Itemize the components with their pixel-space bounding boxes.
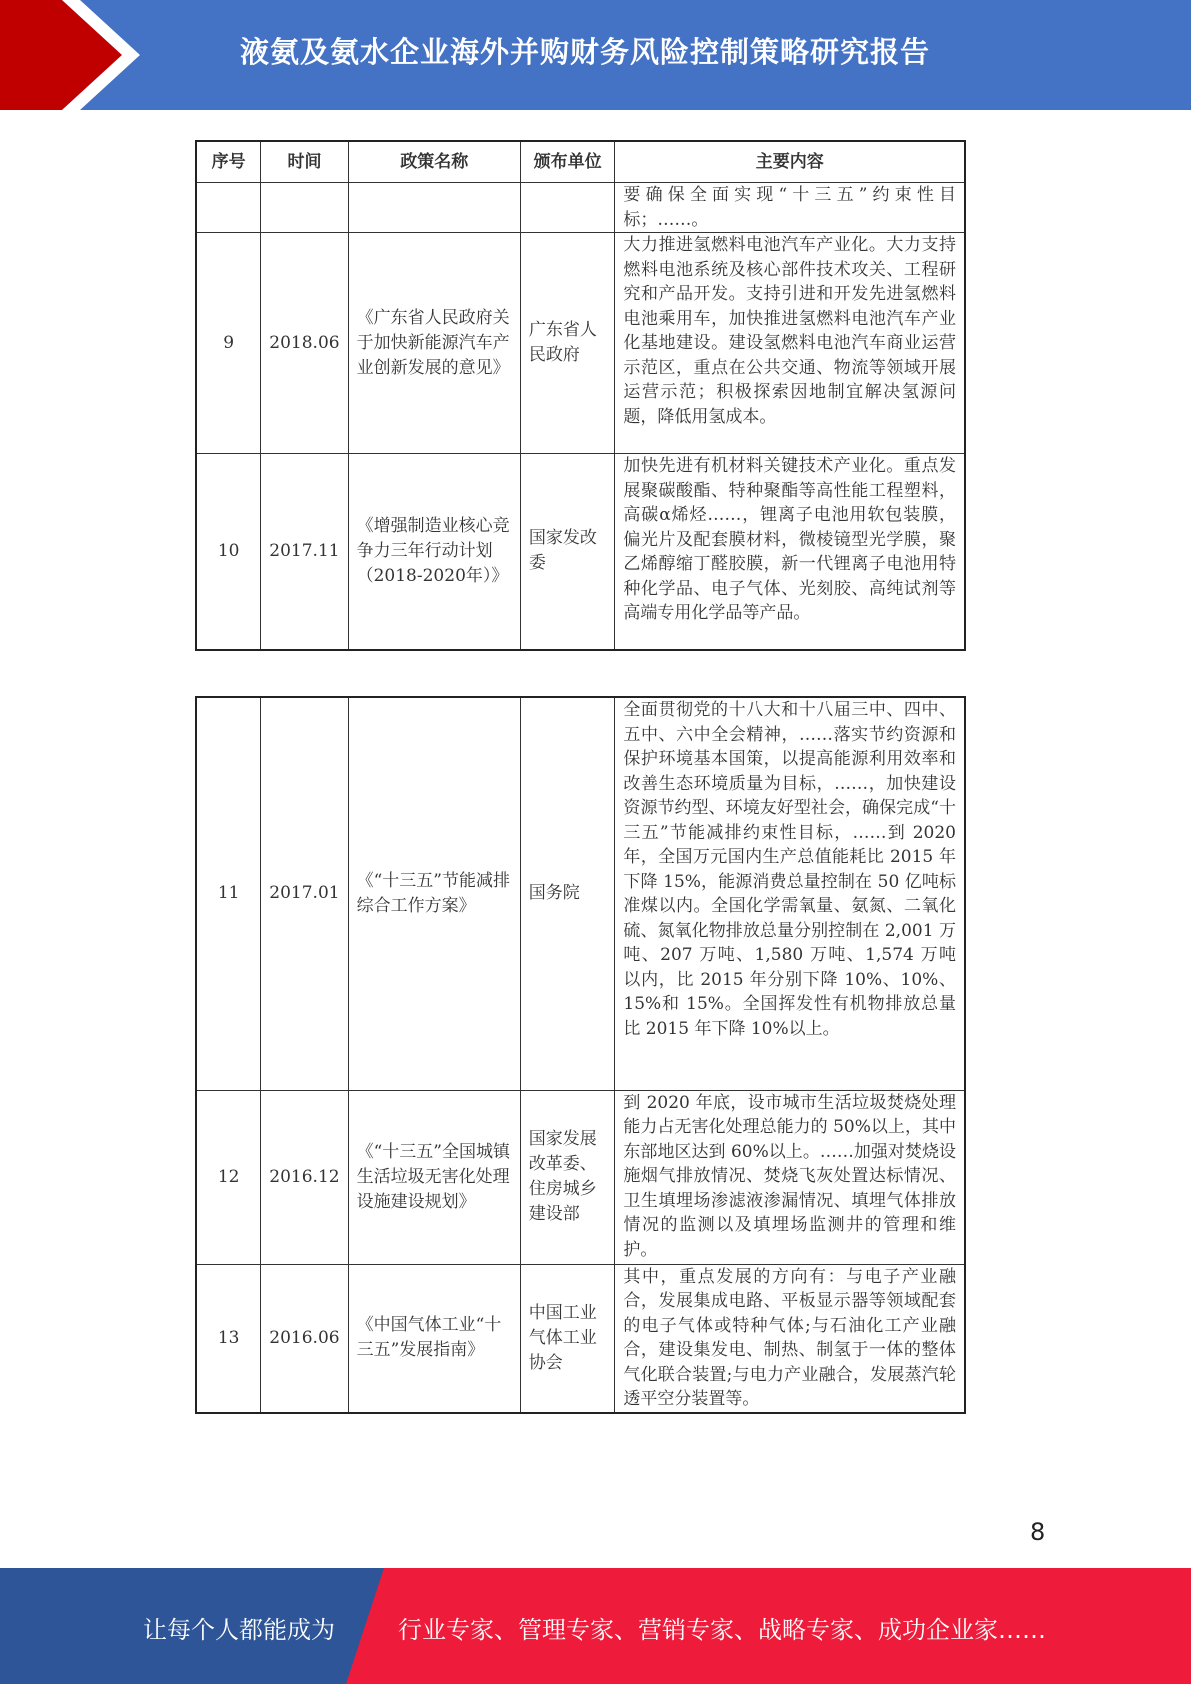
policy-name: 《“十三五”全国城镇生活垃圾无害化处理设施建设规划》	[348, 1090, 520, 1264]
policy-name	[348, 183, 520, 233]
issuing-unit: 中国工业气体工业协会	[520, 1264, 615, 1413]
page-header	[0, 0, 1191, 110]
footer-slogan-right: 行业专家、管理专家、营销专家、战略专家、成功企业家……	[398, 1616, 1046, 1644]
row-number: 10	[196, 454, 261, 650]
issuing-unit: 国家发展改革委、住房城乡建设部	[520, 1090, 615, 1264]
column-header: 时间	[261, 141, 348, 183]
report-title: 液氨及氨水企业海外并购财务风险控制策略研究报告	[240, 35, 931, 69]
main-content: 要确保全面实现“十三五”约束性目标；……。	[615, 183, 965, 233]
row-date: 2018.06	[261, 233, 348, 454]
main-content: 全面贯彻党的十八大和十八届三中、四中、五中、六中全会精神，……落实节约资源和保护环境基本国策，以提高能源利用效率和改善生态环境质量为目标，……，加快建设资源节约型、环境友好型社会，确保完成“十三五”节能减排约束性目标，……到 2020 年，全国万元国内生产总值能耗比 2015 年下降 15%，能源消费总量控制在 50 亿吨标准煤以内。全国化学需氧量、氨氮、二氧化硫、氮氧化物排放总量分别控制在 2,001 万吨、207 万吨、1,580 万吨、1,574 万吨以内，比 2015 年分别下降 10%、10%、15%和 15%。全国挥发性有机物排放总量比 2015 年下降 10%以上。	[615, 697, 965, 1090]
policy-name: 《广东省人民政府关于加快新能源汽车产业创新发展的意见》	[348, 233, 520, 454]
row-date: 2017.01	[261, 697, 348, 1090]
footer-slogan-left: 让每个人都能成为	[143, 1616, 335, 1644]
main-content: 其中，重点发展的方向有：与电子产业融合，发展集成电路、平板显示器等领域配套的电子气体或特种气体;与石油化工产业融合，建设集发电、制热、制氢于一体的整体气化联合装置;与电力产业融合，发展蒸汽轮透平空分装置等。	[615, 1264, 965, 1413]
main-content: 加快先进有机材料关键技术产业化。重点发展聚碳酸酯、特种聚酯等高性能工程塑料，高碳α烯烃……，锂离子电池用软包装膜，偏光片及配套膜材料，微棱镜型光学膜，聚乙烯醇缩丁醛胶膜，新一代锂离子电池用特种化学品、电子气体、光刻胶、高纯试剂等高端专用化学品等产品。	[615, 454, 965, 650]
table-row	[196, 454, 965, 650]
issuing-unit	[520, 183, 615, 233]
row-date	[261, 183, 348, 233]
policy-name: 《中国气体工业“十三五”发展指南》	[348, 1264, 520, 1413]
row-date: 2016.12	[261, 1090, 348, 1264]
red-chevron-decoration	[0, 0, 150, 110]
table-row	[196, 233, 965, 454]
column-header: 主要内容	[615, 141, 965, 183]
column-header: 颁布单位	[520, 141, 615, 183]
row-number: 13	[196, 1264, 261, 1413]
policy-table-1	[195, 140, 966, 651]
page-footer	[0, 1568, 1191, 1684]
row-number	[196, 183, 261, 233]
issuing-unit: 国务院	[520, 697, 615, 1090]
policy-name: 《增强制造业核心竞争力三年行动计划（2018-2020年）》	[348, 454, 520, 650]
issuing-unit: 国家发改委	[520, 454, 615, 650]
main-content: 大力推进氢燃料电池汽车产业化。大力支持燃料电池系统及核心部件技术攻关、工程研究和产品开发。支持引进和开发先进氢燃料电池乘用车，加快推进氢燃料电池汽车产业化基地建设。建设氢燃料电池汽车商业运营示范区，重点在公共交通、物流等领域开展运营示范；积极探索因地制宜解决氢源问题，降低用氢成本。	[615, 233, 965, 454]
row-date: 2017.11	[261, 454, 348, 650]
table-row	[196, 183, 965, 233]
table-row	[196, 697, 965, 1090]
table-header-row	[196, 141, 965, 183]
table-row	[196, 1090, 965, 1264]
row-number: 9	[196, 233, 261, 454]
page-number: 8	[1030, 1518, 1046, 1546]
policy-table-2	[195, 696, 966, 1414]
main-content: 到 2020 年底，设市城市生活垃圾焚烧处理能力占无害化处理总能力的 50%以上，其中东部地区达到 60%以上。……加强对焚烧设施烟气排放情况、焚烧飞灰处置达标情况、卫生填埋场渗滤液渗漏情况、填埋气体排放情况的监测以及填埋场监测井的管理和维护。	[615, 1090, 965, 1264]
policy-name: 《“十三五”节能减排综合工作方案》	[348, 697, 520, 1090]
row-date: 2016.06	[261, 1264, 348, 1413]
row-number: 12	[196, 1090, 261, 1264]
row-number: 11	[196, 697, 261, 1090]
table-row	[196, 1264, 965, 1413]
issuing-unit: 广东省人民政府	[520, 233, 615, 454]
column-header: 政策名称	[348, 141, 520, 183]
column-header: 序号	[196, 141, 261, 183]
